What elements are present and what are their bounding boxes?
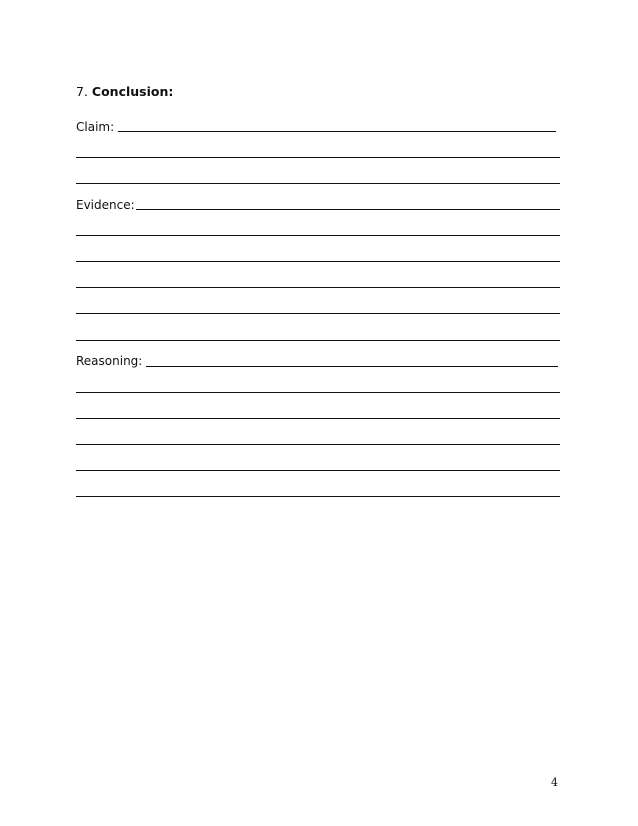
claim-line[interactable]	[118, 131, 556, 132]
reasoning-line[interactable]	[146, 366, 558, 367]
claim-line[interactable]	[76, 183, 560, 184]
evidence-line[interactable]	[136, 209, 560, 210]
reasoning-line[interactable]	[76, 444, 560, 445]
reasoning-label: Reasoning:	[76, 354, 143, 368]
section-title: Conclusion:	[91, 84, 174, 99]
reasoning-line[interactable]	[76, 418, 560, 419]
reasoning-line[interactable]	[76, 496, 560, 497]
section-number: 7.	[76, 84, 88, 99]
page-number: 4	[551, 776, 558, 789]
reasoning-line[interactable]	[76, 470, 560, 471]
evidence-line[interactable]	[76, 287, 560, 288]
evidence-label: Evidence:	[76, 198, 135, 212]
evidence-line[interactable]	[76, 340, 560, 341]
claim-line[interactable]	[76, 157, 560, 158]
evidence-line[interactable]	[76, 261, 560, 262]
evidence-line[interactable]	[76, 313, 560, 314]
evidence-line[interactable]	[76, 235, 560, 236]
section-heading	[76, 84, 173, 99]
reasoning-line[interactable]	[76, 392, 560, 393]
claim-label: Claim:	[76, 120, 115, 134]
